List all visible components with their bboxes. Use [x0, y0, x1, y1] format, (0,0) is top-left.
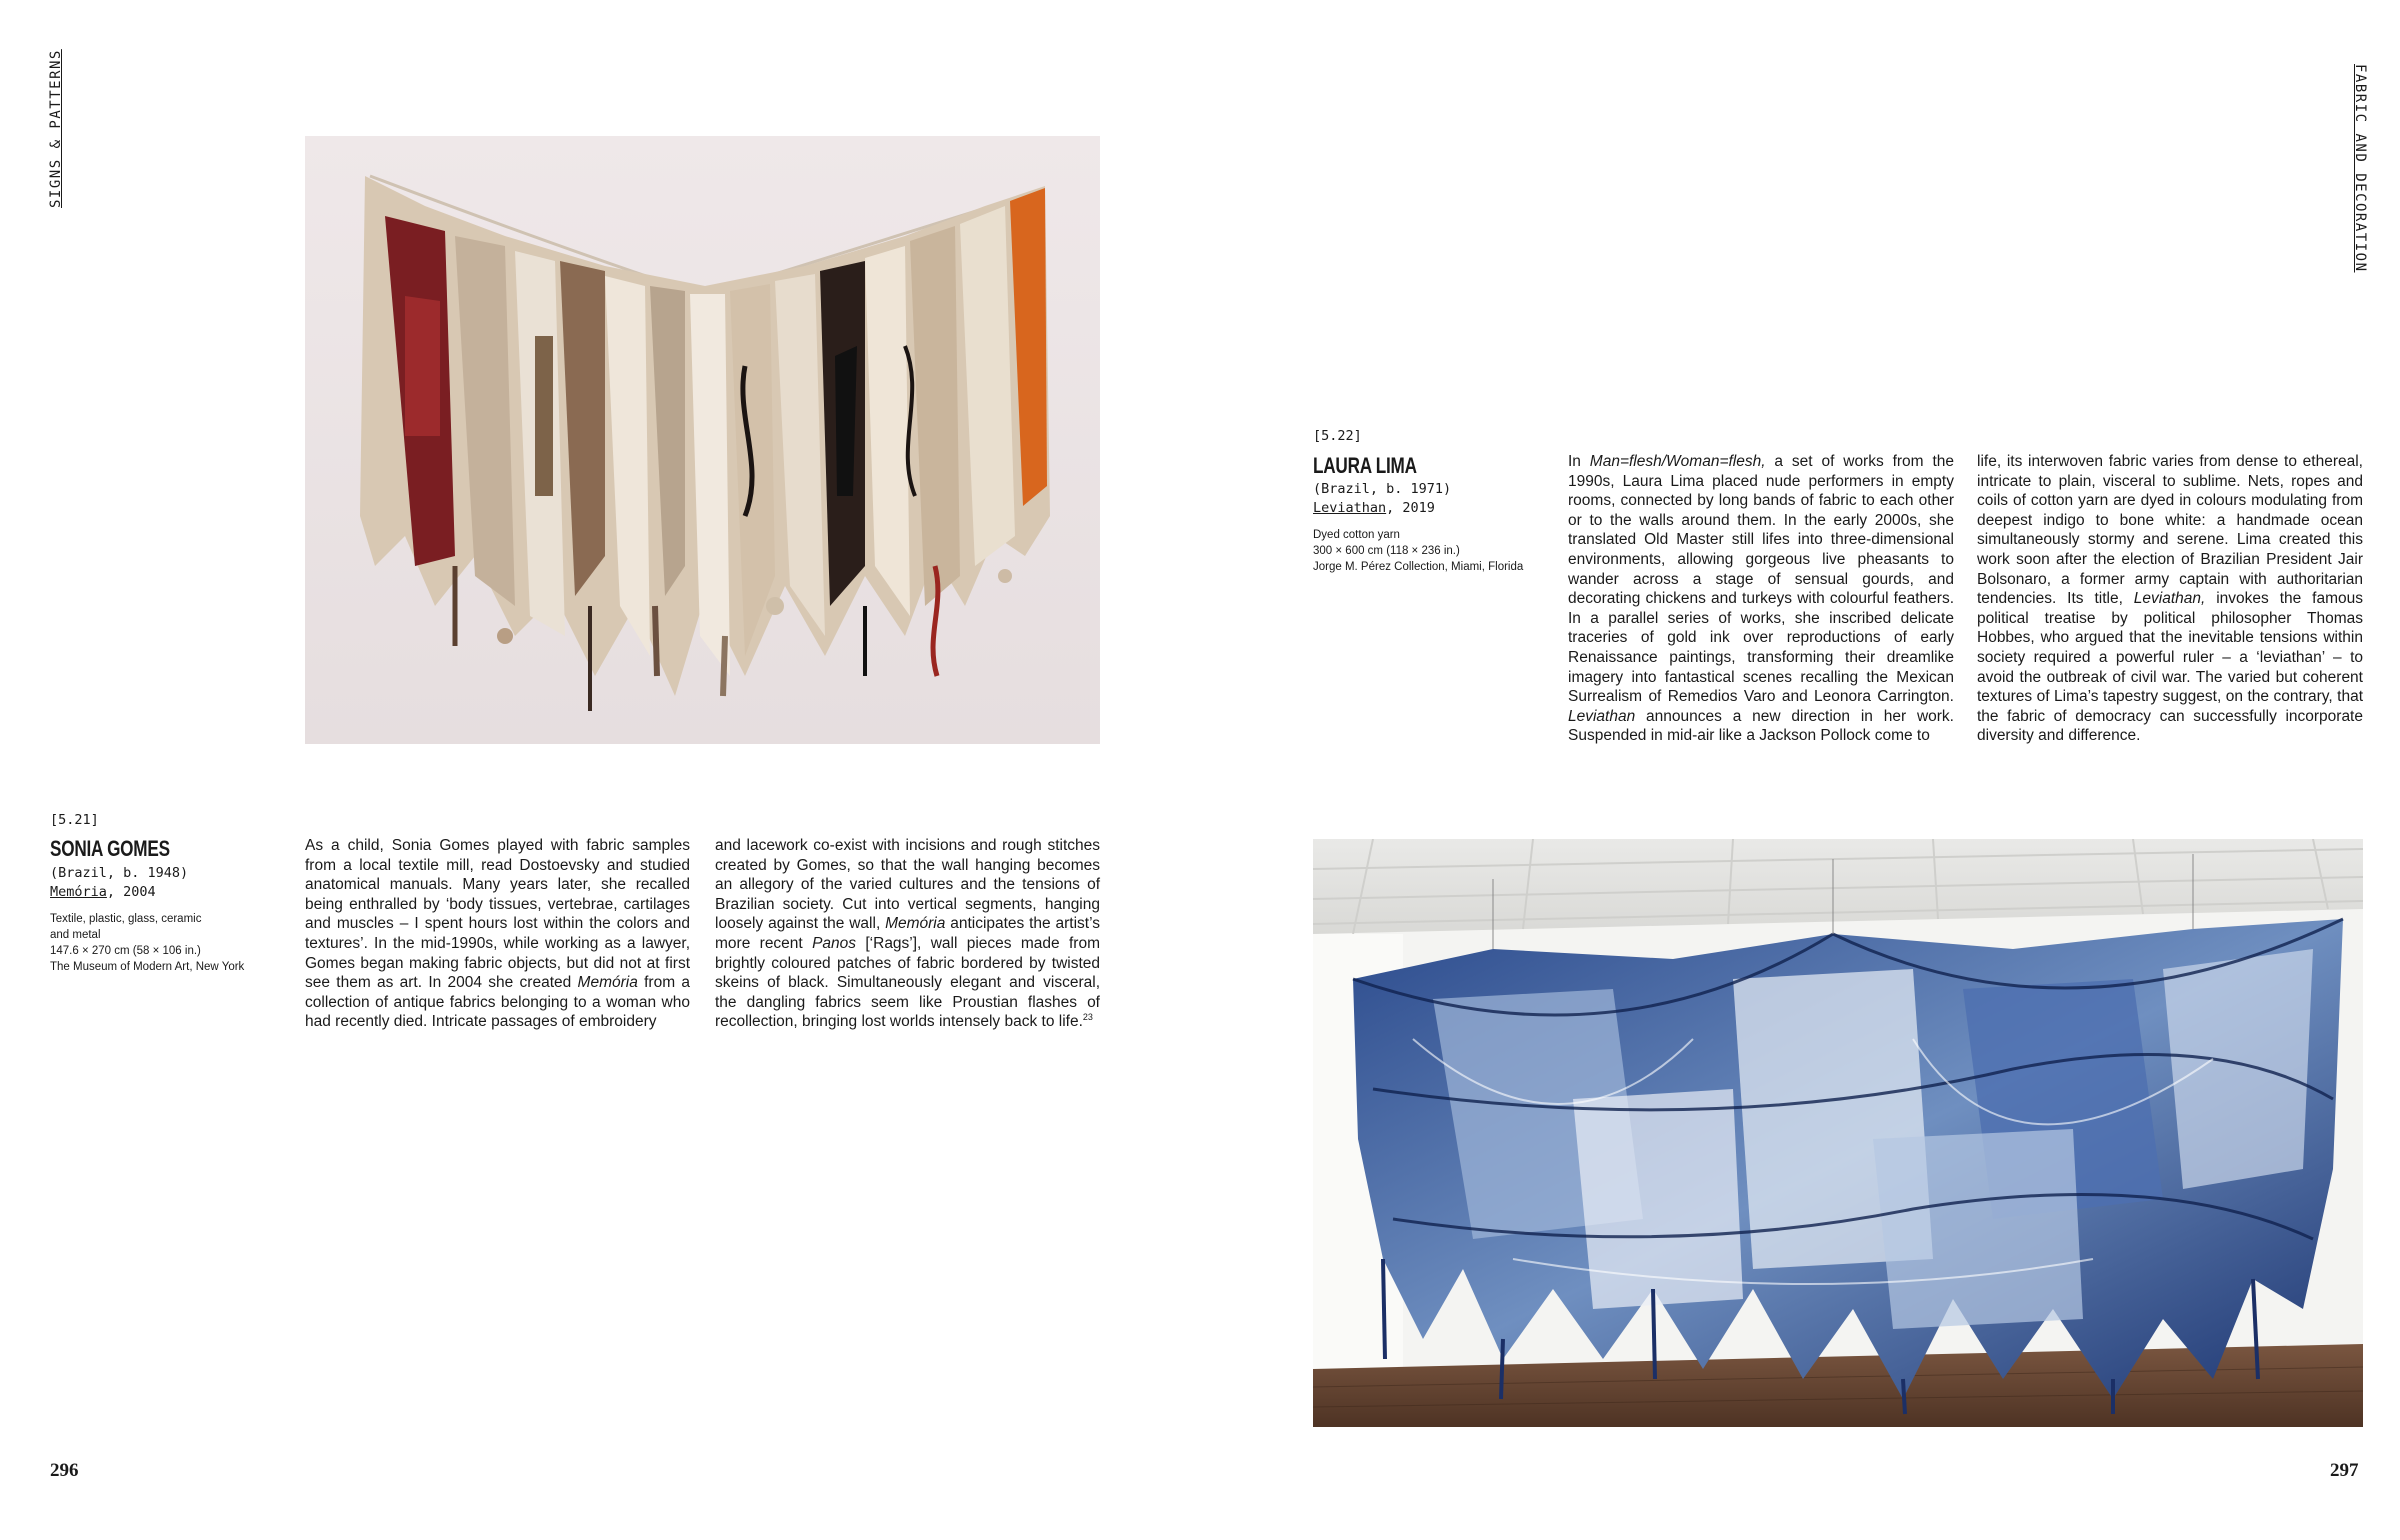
body-column-right-2: life, its interwoven fabric varies from dense to ethereal, intricate to plain, visceral to sublime. Nets, ropes and coils of cotton yarn are dyed in colours modulating from deepest indigo to bone white: a handmade ocean simultaneously stormy and serene. Lima created this work soon after the election of Brazilian President Jair Bolsonaro, a former army captain with authoritarian tendencies. Its title, Leviathan, invokes the famous political treatise by political philosopher Thomas Hobbes, who argued that the inevitable tensions within society required a powerful ruler – a ‘leviathan’ – to avoid the outbreak of civil war. The varied but coherent textures of Lima’s tapestry suggest, on the contrary, that the fabric of democracy can successfully incorporate diversity and difference.	[1977, 453, 2363, 745]
artist-origin: (Brazil, b. 1948)	[50, 865, 189, 881]
artwork-dimensions: 300 × 600 cm (118 × 236 in.)	[1313, 545, 1460, 557]
artwork-collection: The Museum of Modern Art, New York	[50, 961, 245, 973]
leviathan-artwork-image	[1313, 839, 2363, 1427]
artist-origin: (Brazil, b. 1971)	[1313, 481, 1452, 497]
artist-name-sonia-gomes: SONIA GOMES	[50, 836, 170, 861]
artwork-year: , 2004	[106, 884, 156, 900]
page-number-right: 297	[2330, 1460, 2359, 1481]
page-number-left: 296	[50, 1460, 79, 1481]
artwork-collection: Jorge M. Pérez Collection, Miami, Florida	[1313, 561, 1524, 573]
running-head-right: FABRIC AND DECORATION	[2352, 64, 2368, 273]
body-column-left-1: As a child, Sonia Gomes played with fabric samples from a local textile mill, read Dostoevsky and studied anatomical manuals. Many years later, she recalled being enthralled by ‘body tissues, vertebrae, cartilages and muscles – I spent hours lost within the colors and textures’. In the mid-1990s, while working as a lawyer, Gomes began making fabric objects, but did not at first see them as art. In 2004 she created Memória from a collection of antique fabrics belonging to a woman who had recently died. Intricate passages of embroidery	[305, 837, 691, 1031]
artwork-year: , 2019	[1386, 500, 1435, 516]
body-column-right-1: In Man=flesh/Woman=flesh, a set of works from the 1990s, Laura Lima placed nude performers in empty rooms, connected by long bands of fabric to each other or to the walls around them. In the early 2000s, she translated Old Master still lifes into three-dimensional environments, allowing gorgeous live pheasants to wander across a stage of sensual gourds, and decorating chickens and turkeys with colourful feathers. In a parallel series of works, she inscribed delicate traceries of gold ink over reproductions of early Renaissance paintings, transforming their dreamlike imagery into fantastical scenes recalling the Mexican Surrealism of Remedios Varo and Leonora Carrington. Leviathan announces a new direction in her work. Suspended in mid-air like a Jackson Pollock come to	[1568, 453, 1954, 745]
artwork-line	[50, 883, 156, 902]
figure-leviathan	[1313, 839, 2363, 1427]
artwork-title: Memória	[50, 884, 107, 900]
artwork-credits	[1313, 527, 1553, 575]
running-head-left: SIGNS & PATTERNS	[48, 49, 64, 208]
artwork-medium: Dyed cotton yarn	[1313, 529, 1400, 541]
figure-memoria	[305, 136, 1100, 744]
body-column-left-2: and lacework co-exist with incisions and rough stitches created by Gomes, so that the wall hanging becomes an allegory of the varied cultures and the tensions of Brazilian society. Cut into vertical segments, hanging loosely against the wall, Memória anticipates the artist’s more recent Panos [‘Rags’], wall pieces made from brightly coloured patches of fabric bordered by twisted skeins of black. Simultaneously elegant and visceral, the dangling fabrics seem like Proustian flashes of recollection, bringing lost worlds intensely back to life.$^{23}$	[715, 837, 1100, 1031]
artwork-medium-line-1: Textile, plastic, glass, ceramic	[50, 913, 202, 925]
figure-number-5-22: [5.22]	[1313, 428, 1362, 444]
figure-number-5-21: [5.21]	[50, 812, 99, 828]
footnote-ref: 23	[1082, 1012, 1093, 1023]
artwork-line	[1313, 499, 1435, 518]
artwork-title: Leviathan	[1313, 500, 1387, 516]
artwork-dimensions: 147.6 × 270 cm (58 × 106 in.)	[50, 945, 201, 957]
memoria-artwork-image	[305, 136, 1100, 744]
artwork-medium-line-2: and metal	[50, 929, 101, 941]
artist-name-laura-lima: LAURA LIMA	[1313, 453, 1417, 478]
artwork-credits	[50, 911, 260, 975]
